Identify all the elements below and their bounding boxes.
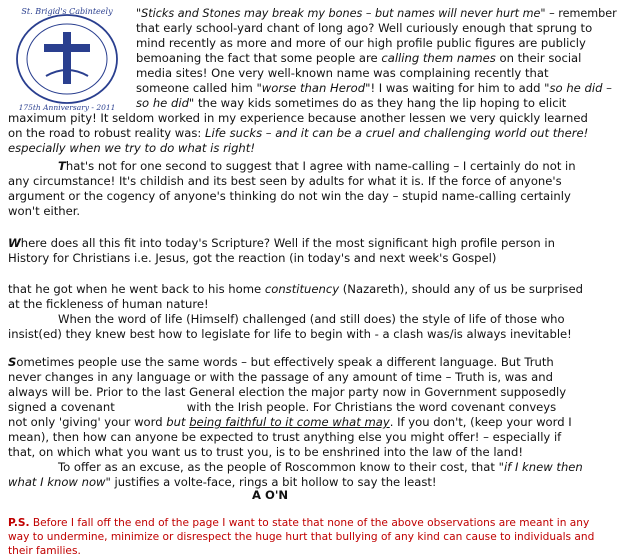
paragraph-5-line-3: always will be. Prior to the last General election the major party now in Government supposedly — [8, 385, 567, 399]
paragraph-5-line-1: Sometimes people use the same words – but effectively speak a different language. But Truth — [8, 355, 554, 369]
paragraph-2-line-3: argument or the cogency of anyone's thinking do not win the day – stupid name-calling certainly — [8, 189, 571, 203]
paragraph-5-line-6: mean), then how can anyone be expected to trust anything else you might offer! – especially if — [8, 430, 562, 444]
paragraph-2-line-2: any circumstance! It's childish and its best seen by adults for what it is. If the force of anyone's — [8, 174, 562, 188]
paragraph-3-line-2: History for Christians i.e. Jesus, got the reaction (in today's and next week's Gospel) — [8, 251, 497, 265]
paragraph-5-line-2: never changes in any language or with the passage of any amount of time – Truth is, was and — [8, 370, 553, 384]
paragraph-1-line-1: "Sticks and Stones may break my bones – but names will never hurt me" – remember — [136, 7, 617, 20]
paragraph-1-line-5: media sites! One very well-known name was complaining recently that — [136, 66, 549, 80]
ps-line-3: their families. — [8, 544, 81, 557]
parish-logo — [6, 6, 128, 112]
paragraph-1-line-10: especially when we try to do what is right! — [8, 141, 255, 155]
paragraph-1-line-9: on the road to robust reality was: Life sucks – and it can be a cruel and challenging world out there! — [8, 126, 589, 140]
paragraph-5-line-9: what I know now" justifies a volte-face, rings a bit hollow to say the least! — [8, 475, 437, 489]
paragraph-5-line-4: signed a covenant with the Irish people. For Christians the word covenant conveys — [8, 400, 557, 414]
paragraph-4-line-1: that he got when he went back to his home constituency (Nazareth), should any of us be surprised — [8, 282, 583, 296]
paragraph-2-line-1: That's not for one second to suggest that I agree with name-calling – I certainly do not in — [58, 159, 576, 173]
ps-line-2: way to undermine, minimize or disrespect the huge hurt that bullying of any kind can cause to individuals and — [8, 530, 595, 543]
paragraph-1-line-4: bemoaning the fact that some people are calling them names on their social — [136, 51, 582, 65]
paragraph-3-line-1: Where does all this fit into today's Scripture? Well if the most significant high profile person in — [8, 236, 555, 250]
ps-line-1: P.S. Before I fall off the end of the page I want to state that none of the above observations are meant in any — [8, 516, 590, 529]
paragraph-1-line-6: someone called him "worse than Herod"! I was waiting for him to add "so he did – — [136, 81, 612, 95]
paragraph-5-line-5: not only 'giving' your word but being faithful to it come what may. If you don't, (keep your word I — [8, 415, 572, 429]
paragraph-5-line-8: To offer as an excuse, as the people of Roscommon know to their cost, that "if I knew then — [58, 460, 583, 474]
logo-top-text: St. Brigid's Cabinteely — [21, 7, 113, 16]
logo-bottom-text: 175th Anniversary - 2011 — [18, 103, 116, 112]
paragraph-5-line-7: that, on which what you want us to trust you, is to be enshrined into the law of the land! — [8, 445, 524, 459]
paragraph-4-line-2: at the fickleness of human nature! — [8, 297, 209, 311]
paragraph-1-line-2: that early school-yard chant of long ago? Well curiously enough that sprung to — [136, 21, 593, 35]
paragraph-4-line-3: When the word of life (Himself) challenged (and still does) the style of life of those who — [58, 312, 565, 326]
paragraph-2-line-4: won't either. — [8, 204, 81, 218]
author-signature: A O'N — [252, 488, 289, 502]
paragraph-4-line-4: insist(ed) they knew best how to legislate for life to begin with - a clash was/is always inevitable! — [8, 327, 572, 341]
paragraph-1-line-7: so he did" the way kids sometimes do as they hang the lip hoping to elicit — [136, 96, 567, 110]
paragraph-1-line-8: maximum pity! It seldom worked in my experience because another lessen we very quickly learned — [8, 111, 588, 125]
paragraph-1-line-3: mind recently as more and more of our high profile public figures are publicly — [136, 36, 586, 50]
